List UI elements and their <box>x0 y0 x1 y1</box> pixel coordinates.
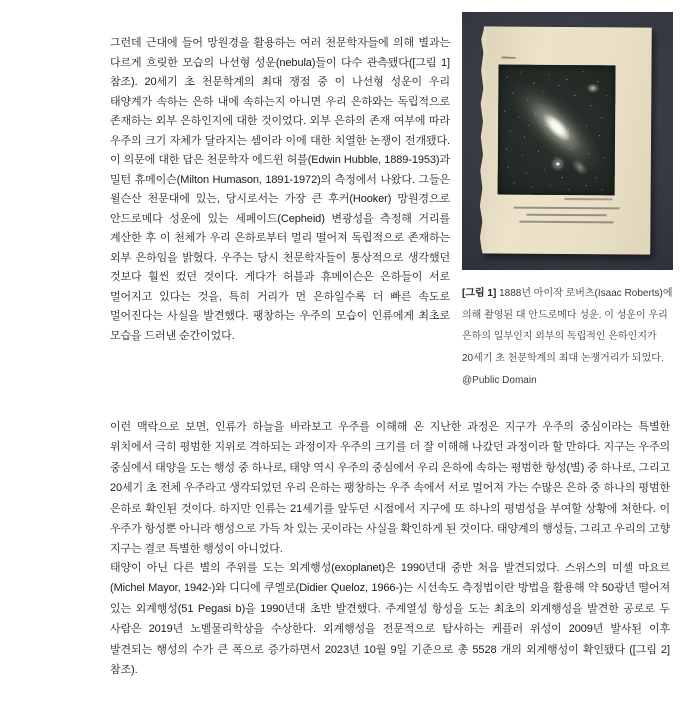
page-deckle-edge <box>479 28 487 250</box>
exoplanet-paragraph: 태양이 아닌 다른 별의 주위를 도는 외계행성(exoplanet)은 1990년대 중반 처음 발견되었다. 스위스의 미셸 마요르(Michel Mayor, 1942-)와 디디에 쿠엘로(Didier Queloz, 1966-)는 시선속도 측정법이란 방법을 활용해 약 50광년 떨어져 있는 외계행성(51 Pegasi b)을 1990년대 초반 발견했다. 주계열성 항성을 도는 최초의 외계행성을 발견한 공로로 두 사람은 2019년 노벨물리학상을 수상한다. 외계행성을 전문적으로 탐사하는 케플러 위성이 2009년 발사된 이후 발견되는 행성의 수가 큰 폭으로 증가하면서 2023년 10월 9일 기준으로 총 5528 개의 외계행성이 확인됐다 ([그림 2] 참조). <box>110 562 670 677</box>
figure-1-photo <box>462 12 673 270</box>
bright-foreground-star <box>555 161 561 167</box>
plate-credit-microtext <box>565 198 613 200</box>
companion-galaxy <box>586 83 599 93</box>
plate-caption-line-1 <box>514 207 620 210</box>
figure-caption-label: [그림 1] <box>462 288 497 299</box>
book-page <box>482 26 652 254</box>
andromeda-photo-plate <box>498 65 616 196</box>
plate-number-microtext <box>502 57 516 59</box>
figure-caption-text: 1888년 아이작 로버츠(Isaac Roberts)에 의해 촬영된 대 안드로메다 성운. 이 성운이 우리 은하의 일부인지 외부의 독립적인 은하인지가 20세기 초 천문학계의 최대 논쟁거리가 되었다. <box>462 288 673 364</box>
figure-1-caption <box>462 283 674 369</box>
star-field <box>499 65 500 66</box>
context-paragraph: 이런 맥락으로 보면, 인류가 하늘을 바라보고 우주를 이해해 온 지난한 과정은 지구가 우주의 중심이라는 특별한 위치에서 극히 평범한 지위로 격하되는 과정이자 우주의 크기를 더 잘 이해해 나갔던 과정이라 할 만하다. 지구는 우주의 중심에서 태양을 도는 행성 중 하나로, 태양 역시 우주의 중심에서 우리 은하에 속하는 평범한 항성(별) 중 하나로, 그리고 20세기 초 전체 우주라고 생각되었던 우리 은하는 팽창하는 우주 속에서 서로 멀어져 가는 수많은 은하 중 하나의 평범한 은하로 확인된 것이다. 하지만 인류는 21세기를 앞두던 시점에서 지구에 또 하나의 평범성을 부여할 상황에 처한다. 이 우주가 항성뿐 아니라 행성으로 가득 차 있는 곳이라는 사실을 확인하게 된 것이다. 태양계의 행성들, 그리고 우리의 고향 지구는 결코 특별한 행성이 아니었다. <box>110 421 670 556</box>
plate-caption-line-2 <box>526 214 606 217</box>
plate-caption-line-3 <box>519 221 613 224</box>
intro-paragraph: 그런데 근대에 들어 망원경을 활용하는 여러 천문학자들에 의해 별과는 다르게 흐릿한 모습의 나선형 성운(nebula)들이 다수 관측됐다([그림 1] 참조). 20세기 초 천문학계의 최대 쟁점 중 이 나선형 성운이 우리 태양계가 속하는 은하 내에 속하는지 아니면 우리 은하와는 독립적으로 존재하는 외부 은하인지에 대한 것이었다. 외부 은하의 존재 여부에 따라 우주의 크기 자체가 달라지는 셈이라 이에 대한 치열한 논쟁이 전개됐다. 이 의문에 대한 답은 천문학자 에드윈 허블(Edwin Hubble, 1889-1953)과 밀턴 휴메이슨(Milton Humason, 1891-1972)의 측정에서 나왔다. 그들은 윌슨산 천문대에 있는, 당시로서는 가장 큰 후커(Hooker) 망원경으로 안드로메다 성운에 있는 세페이드(Cepheid) 변광성을 측정해 거리를 계산한 후 이 천체가 우리 은하로부터 멀리 떨어져 독립적으로 존재하는 외부 은하임을 밝혔다. 우주는 당시 천문학자들이 통상적으로 생각했던 것보다 훨씬 컸던 것이다. 게다가 허블과 휴메이슨은 은하들이 서로 멀어지고 있다는 것을, 특히 거리가 먼 은하일수록 더 빠른 속도로 멀어진다는 사실을 발견했다. 팽창하는 우주의 모습이 인류에게 최초로 모습을 드러낸 순간이었다. <box>110 37 450 342</box>
figure-credit: @Public Domain <box>462 375 537 386</box>
